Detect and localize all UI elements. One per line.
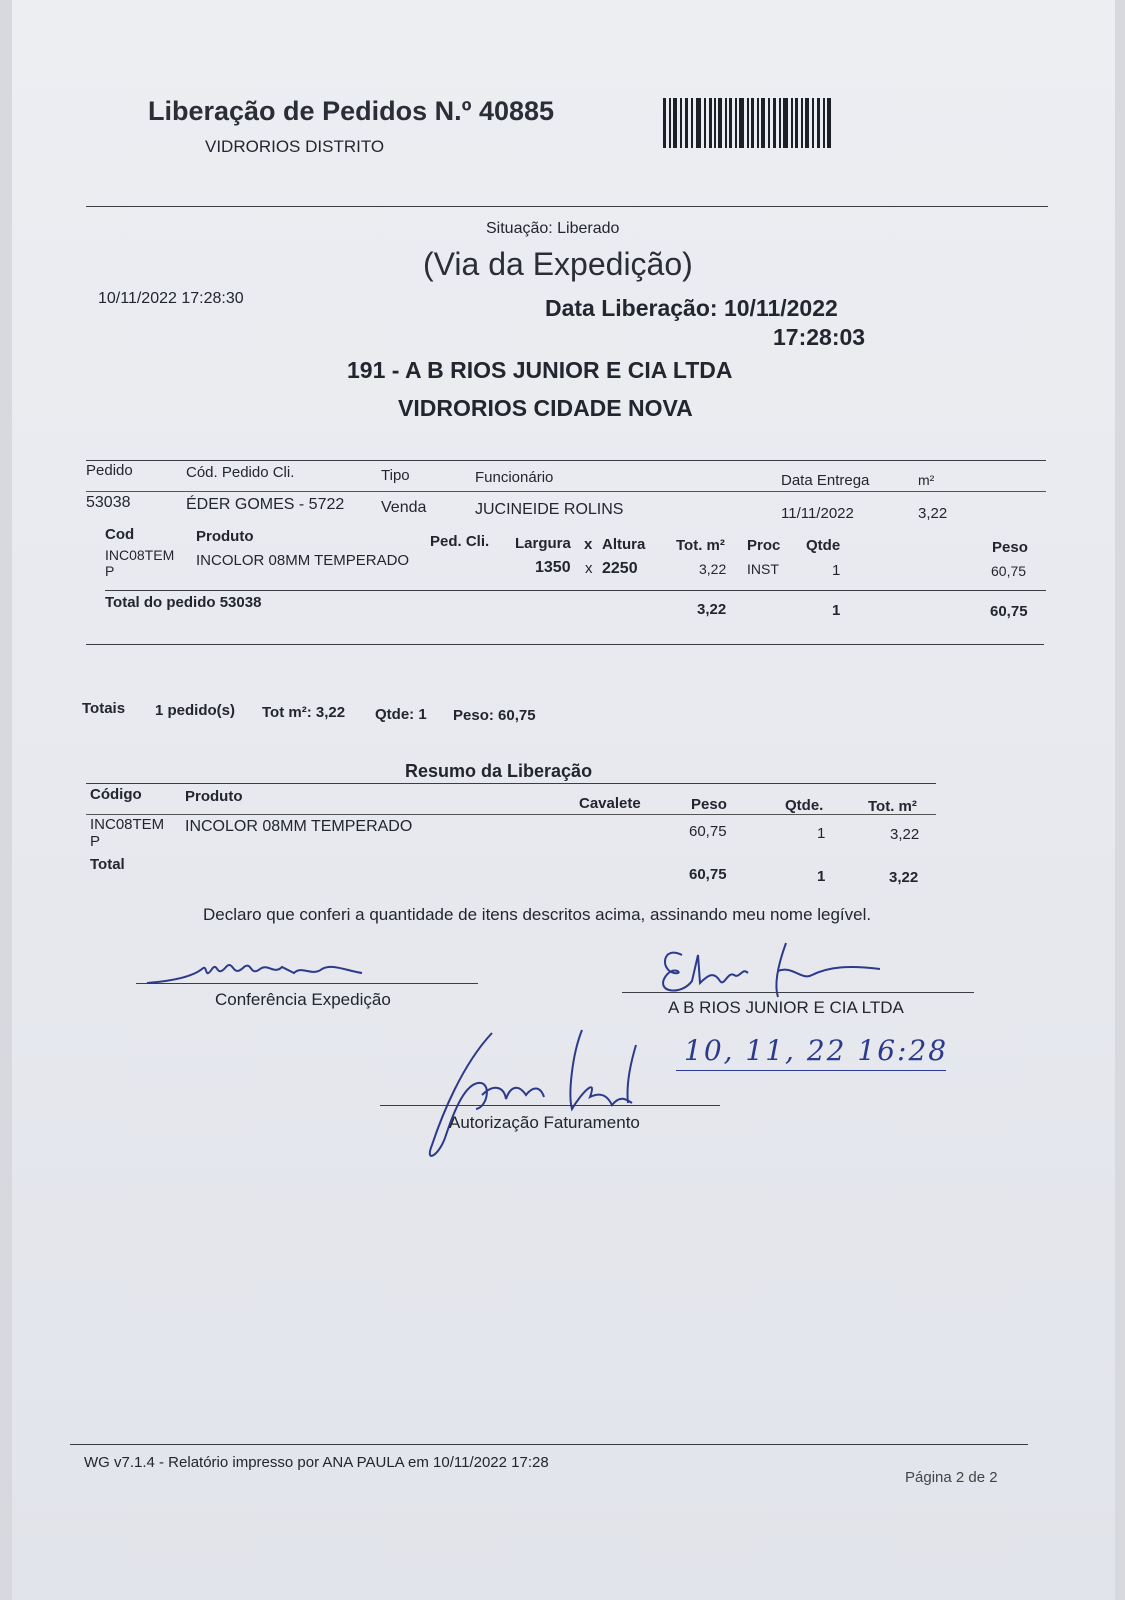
totals-peso: Peso: 60,75 xyxy=(453,707,536,724)
company-name: VIDRORIOS DISTRITO xyxy=(205,137,385,156)
footer-page-number: Página 2 de 2 xyxy=(905,1469,998,1486)
order-total-peso: 60,75 xyxy=(990,603,1028,620)
order-number: 53038 xyxy=(86,494,131,511)
conferencia-label: Conferência Expedição xyxy=(215,990,391,1009)
item-times-sign: x xyxy=(585,560,593,577)
item-header-proc: Proc xyxy=(747,537,781,554)
header-divider xyxy=(86,206,1048,207)
totals-qtde: Qtde: 1 xyxy=(375,706,427,723)
client-order-code: ÉDER GOMES - 5722 xyxy=(186,496,345,513)
col-header-cod-pedido-cli: Cód. Pedido Cli. xyxy=(186,464,295,481)
summary-code-line2: P xyxy=(90,833,101,850)
item-header-largura: Largura xyxy=(515,535,571,552)
conferencia-signature xyxy=(142,955,392,995)
employee-name: JUCINEIDE ROLINS xyxy=(475,501,624,518)
col-header-pedido: Pedido xyxy=(86,462,133,479)
item-header-ped-cli: Ped. Cli. xyxy=(430,533,490,550)
summary-qtde: 1 xyxy=(817,825,826,842)
summary-total-peso: 60,75 xyxy=(689,866,727,883)
order-table-bottom-rule xyxy=(86,644,1044,645)
order-m2: 3,22 xyxy=(918,505,948,522)
autorizacao-label: Autorização Faturamento xyxy=(449,1113,640,1132)
summary-tot-m2: 3,22 xyxy=(890,826,920,843)
conferencia-signature-line xyxy=(136,983,478,984)
item-tot-m2: 3,22 xyxy=(699,561,727,577)
item-header-altura: Altura xyxy=(602,536,646,553)
client-signature-label: A B RIOS JUNIOR E CIA LTDA xyxy=(668,998,904,1017)
status-text: Situação: Liberado xyxy=(486,220,620,237)
summary-total-qtde: 1 xyxy=(817,868,826,885)
item-header-peso: Peso xyxy=(992,539,1028,556)
col-header-funcionario: Funcionário xyxy=(475,469,554,486)
item-header-x: x xyxy=(584,536,593,553)
order-total-m2: 3,22 xyxy=(697,601,727,618)
summary-top-rule xyxy=(86,783,936,784)
item-height: 2250 xyxy=(602,560,638,577)
via-label: (Via da Expedição) xyxy=(423,246,693,282)
order-table-header-rule xyxy=(86,491,1046,492)
footer-printed-by: WG v7.1.4 - Relatório impresso por ANA PAULA em 10/11/2022 17:28 xyxy=(84,1454,549,1471)
order-table-top-rule xyxy=(86,460,1046,461)
document-sheet xyxy=(12,0,1115,1600)
totals-m2: Tot m²: 3,22 xyxy=(262,704,346,721)
autorizacao-signature xyxy=(422,1025,652,1175)
item-header-produto: Produto xyxy=(196,528,254,545)
summary-header-tot-m2: Tot. m² xyxy=(868,798,917,815)
item-product: INCOLOR 08MM TEMPERADO xyxy=(196,552,410,569)
item-peso: 60,75 xyxy=(991,563,1027,579)
handwritten-date: 10, 11, 22 16:28 xyxy=(684,1034,949,1067)
order-total-rule xyxy=(105,590,1046,591)
order-type: Venda xyxy=(381,499,427,516)
totals-orders: 1 pedido(s) xyxy=(155,702,236,719)
summary-header-rule xyxy=(86,814,936,815)
col-header-tipo: Tipo xyxy=(381,467,410,484)
item-header-cod: Cod xyxy=(105,526,135,543)
summary-total-tot-m2: 3,22 xyxy=(889,869,919,886)
handwritten-date-underline xyxy=(676,1070,946,1071)
order-total-qtde: 1 xyxy=(832,602,841,619)
col-header-data-entrega: Data Entrega xyxy=(781,472,870,489)
item-code-line1: INC08TEM xyxy=(105,547,175,563)
client-name: 191 - A B RIOS JUNIOR E CIA LTDA xyxy=(347,357,733,383)
summary-header-peso: Peso xyxy=(691,796,727,813)
print-datetime: 10/11/2022 17:28:30 xyxy=(98,290,244,307)
autorizacao-signature-line xyxy=(380,1105,720,1106)
summary-peso: 60,75 xyxy=(689,823,727,840)
item-qtde: 1 xyxy=(832,562,841,579)
delivery-date: 11/11/2022 xyxy=(781,505,854,522)
summary-header-codigo: Código xyxy=(90,786,142,803)
declaration-text: Declaro que conferi a quantidade de itens descritos acima, assinando meu nome legível. xyxy=(203,905,872,924)
item-header-qtde: Qtde xyxy=(806,537,841,554)
summary-header-produto: Produto xyxy=(185,788,243,805)
item-width: 1350 xyxy=(535,559,571,576)
barcode xyxy=(663,98,833,150)
item-header-tot-m2: Tot. m² xyxy=(676,537,725,554)
summary-title: Resumo da Liberação xyxy=(405,761,593,781)
document-title: Liberação de Pedidos N.º 40885 xyxy=(148,96,555,126)
order-total-label: Total do pedido 53038 xyxy=(105,594,262,611)
totals-label: Totais xyxy=(82,700,126,717)
summary-total-label: Total xyxy=(90,856,125,873)
summary-product: INCOLOR 08MM TEMPERADO xyxy=(185,818,413,835)
client-signature-line xyxy=(622,992,974,993)
summary-header-cavalete: Cavalete xyxy=(579,795,641,812)
summary-code-line1: INC08TEM xyxy=(90,816,165,833)
release-time: 17:28:03 xyxy=(773,324,866,350)
footer-rule xyxy=(70,1444,1028,1445)
release-date: Data Liberação: 10/11/2022 xyxy=(545,295,838,321)
item-proc: INST xyxy=(747,561,779,577)
client-branch: VIDRORIOS CIDADE NOVA xyxy=(398,395,693,421)
client-signature xyxy=(652,935,892,1005)
col-header-m2: m² xyxy=(918,472,935,488)
item-code-line2: P xyxy=(105,563,115,579)
summary-header-qtde: Qtde. xyxy=(785,797,824,814)
